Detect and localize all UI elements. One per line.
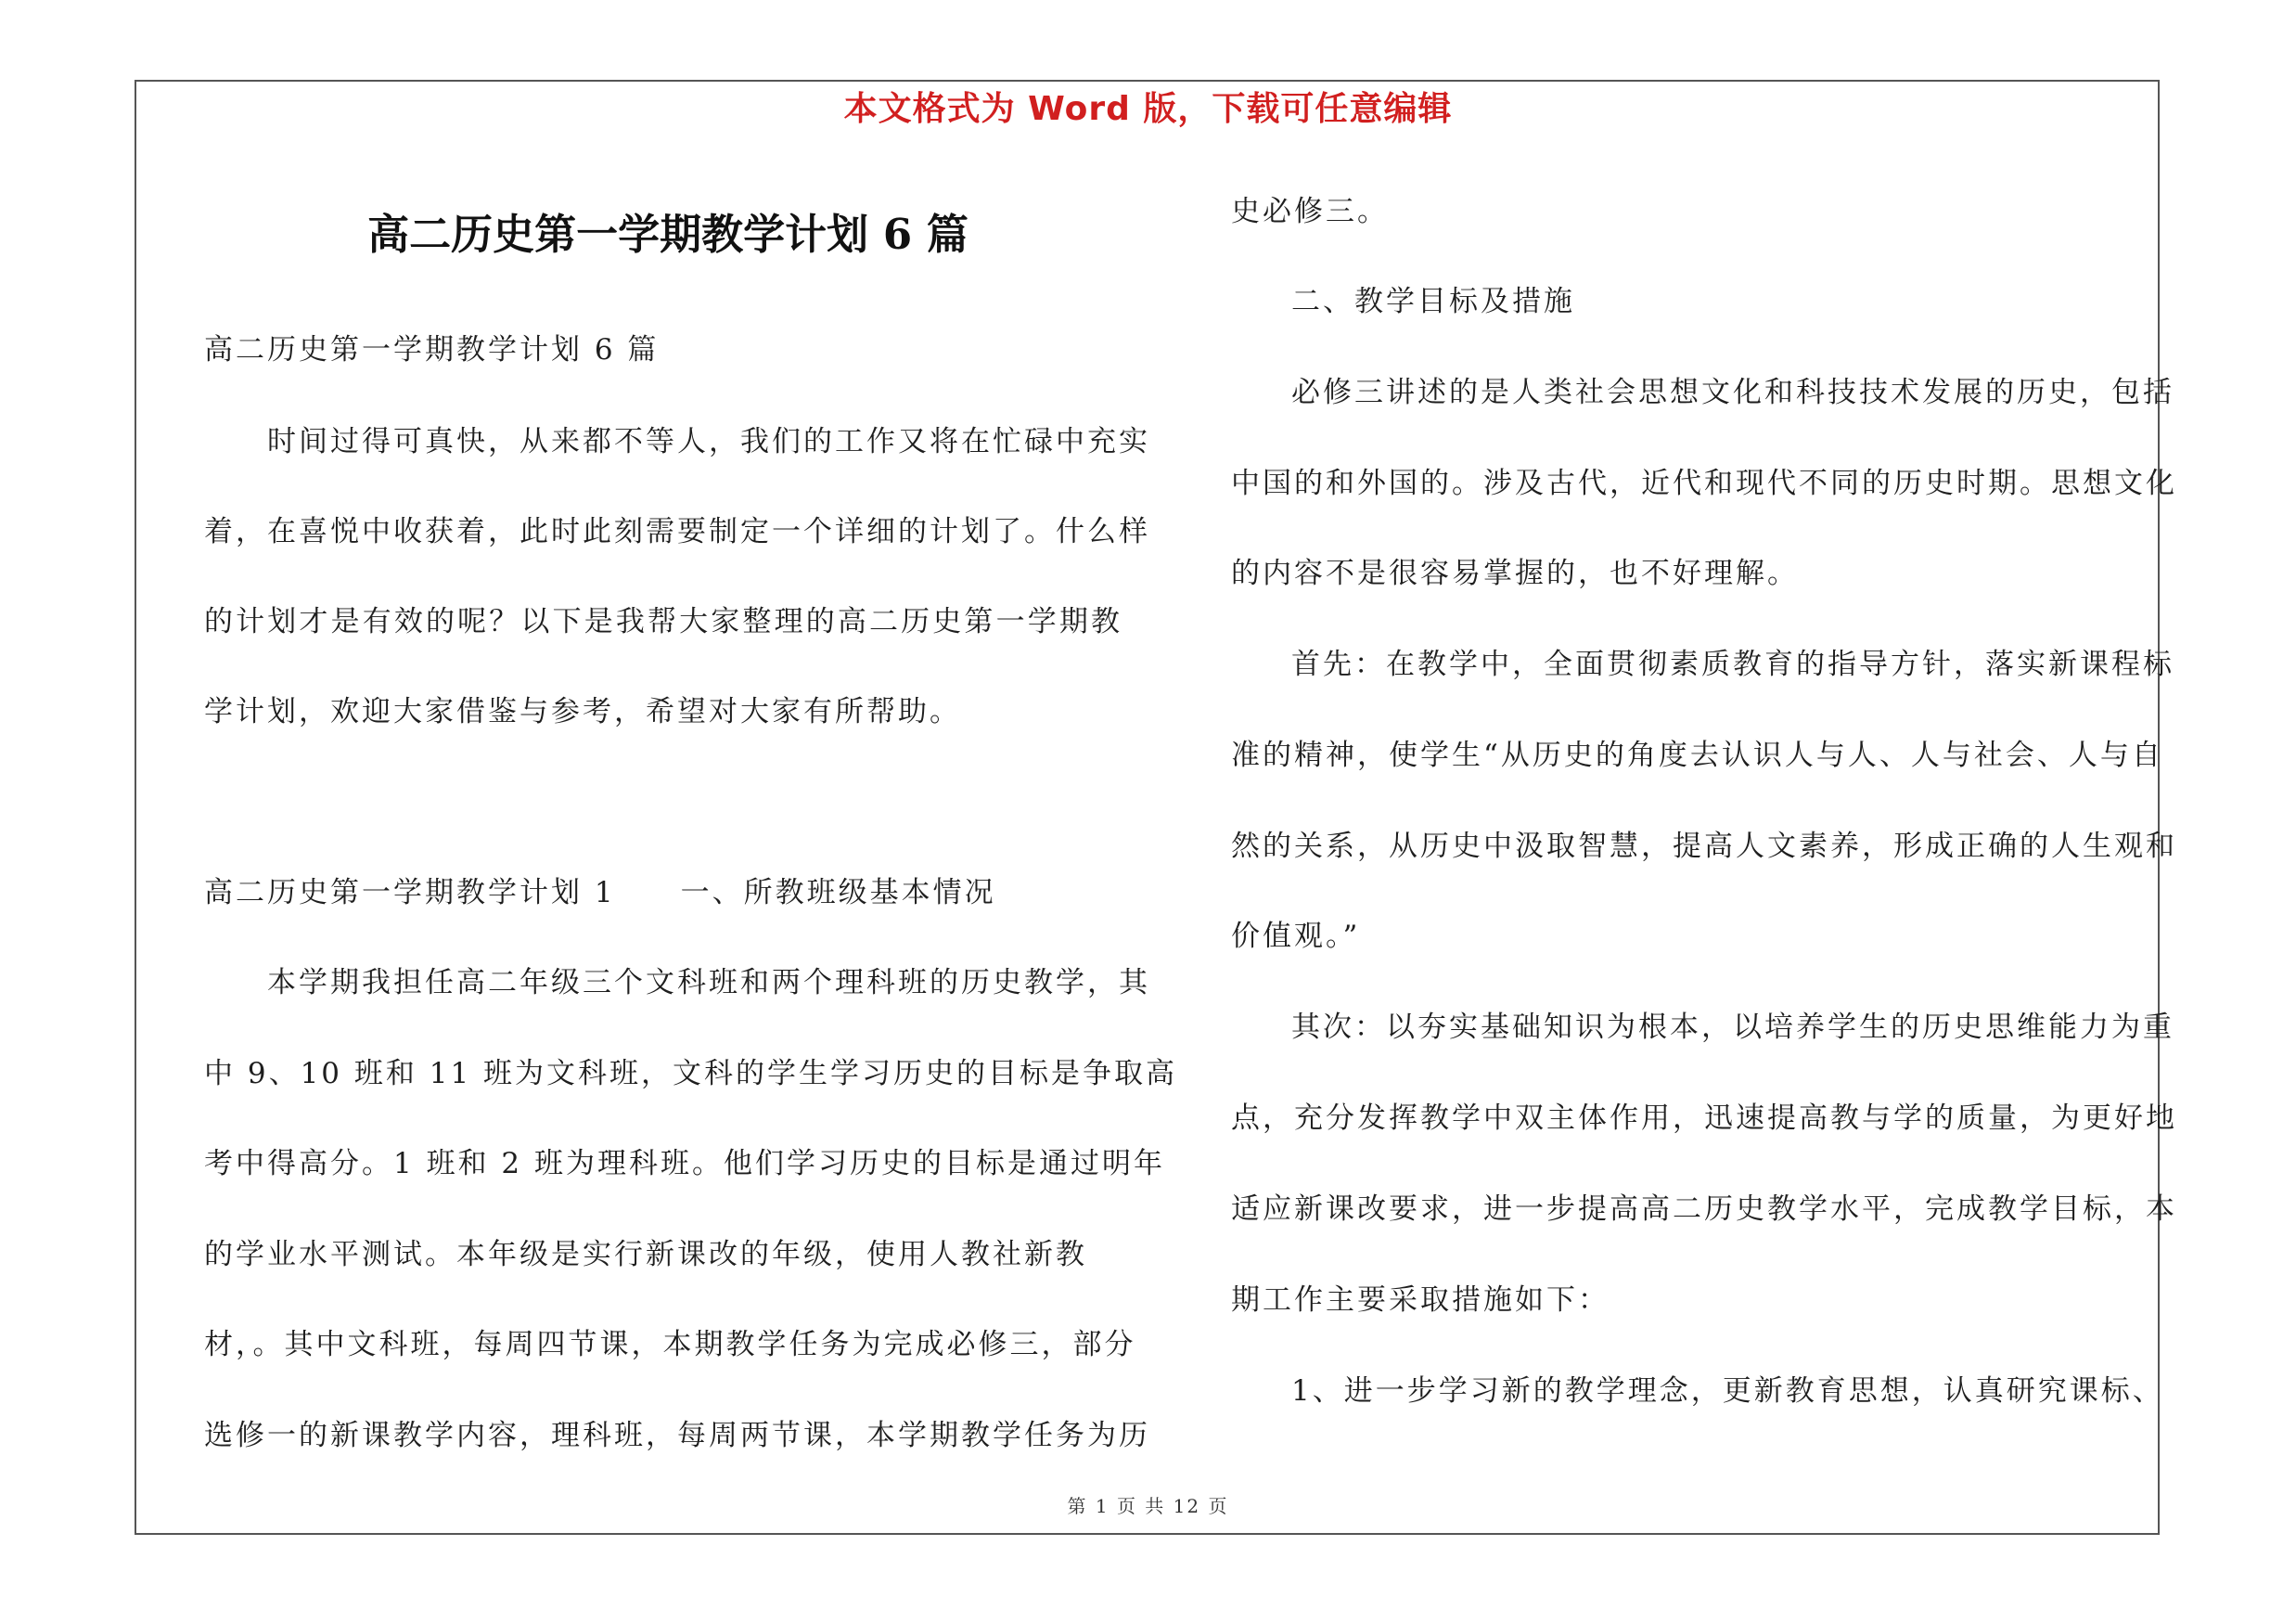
page-frame (135, 80, 2177, 1535)
para3-line-2: 点，充分发挥教学中双主体作用，迅速提高教与学的质量，为更好地 (1231, 1101, 2177, 1135)
subtitle-line: 高二历史第一学期教学计划 6 篇 (204, 333, 660, 367)
para2-line-3: 然的关系，从历史中汲取智慧，提高人文素养，形成正确的人生观和 (1231, 830, 2177, 863)
section-heading-2: 二、教学目标及措施 (1291, 285, 1575, 318)
list-item-1: 1、进一步学习新的教学理念，更新教育思想，认真研究课标、 (1291, 1374, 2164, 1408)
page-number: 第 1 页 共 12 页 (1067, 1495, 1229, 1517)
para3-line-4: 期工作主要采取措施如下： (1231, 1283, 1610, 1317)
intro-line-2: 着，在喜悦中收获着，此时此刻需要制定一个详细的计划了。什么样 (204, 515, 1150, 548)
intro-line-4: 学计划，欢迎大家借鉴与参考，希望对大家有所帮助。 (204, 695, 961, 728)
document-title: 高二历史第一学期教学计划 6 篇 (367, 210, 968, 259)
section-heading-plan-label: 高二历史第一学期教学计划 1 (204, 876, 616, 909)
body-line-3: 考中得高分。1 班和 2 班为理科班。他们学习历史的目标是通过明年 (204, 1147, 1166, 1180)
para3-line-1: 其次：以夯实基础知识为根本，以培养学生的历史思维能力为重 (1291, 1011, 2174, 1044)
section-heading-1 (204, 869, 996, 916)
para1-line-1: 必修三讲述的是人类社会思想文化和科技技术发展的历史，包括 (1291, 376, 2174, 409)
format-banner: 本文格式为 Word 版，下载可任意编辑 (843, 90, 1453, 128)
para2-line-2: 准的精神，使学生“从历史的角度去认识人与人、人与社会、人与自 (1231, 739, 2163, 772)
section-heading-class-info: 一、所教班级基本情况 (680, 876, 996, 909)
body-line-4: 的学业水平测试。本年级是实行新课改的年级，使用人教社新教 (204, 1238, 1087, 1271)
intro-line-1: 时间过得可真快，从来都不等人，我们的工作又将在忙碌中充实 (267, 425, 1150, 458)
continuation-line: 史必修三。 (1231, 195, 1389, 228)
body-line-6: 选修一的新课教学内容，理科班，每周两节课，本学期教学任务为历 (204, 1419, 1150, 1452)
para2-line-1: 首先：在教学中，全面贯彻素质教育的指导方针，落实新课程标 (1291, 648, 2174, 681)
intro-line-3: 的计划才是有效的呢？以下是我帮大家整理的高二历史第一学期教 (204, 605, 1122, 638)
para2-line-4: 价值观。” (1231, 920, 1361, 953)
para1-line-3: 的内容不是很容易掌握的，也不好理解。 (1231, 557, 1799, 590)
para3-line-3: 适应新课改要求，进一步提高高二历史教学水平，完成教学目标，本 (1231, 1192, 2177, 1226)
para1-line-2: 中国的和外国的。涉及古代，近代和现代不同的历史时期。思想文化 (1231, 467, 2177, 500)
body-line-2: 中 9、10 班和 11 班为文科班，文科的学生学习历史的目标是争取高 (204, 1057, 1178, 1090)
body-line-1: 本学期我担任高二年级三个文科班和两个理科班的历史教学，其 (267, 966, 1150, 999)
body-line-5: 材，。其中文科班，每周四节课，本期教学任务为完成必修三，部分 (204, 1328, 1136, 1361)
